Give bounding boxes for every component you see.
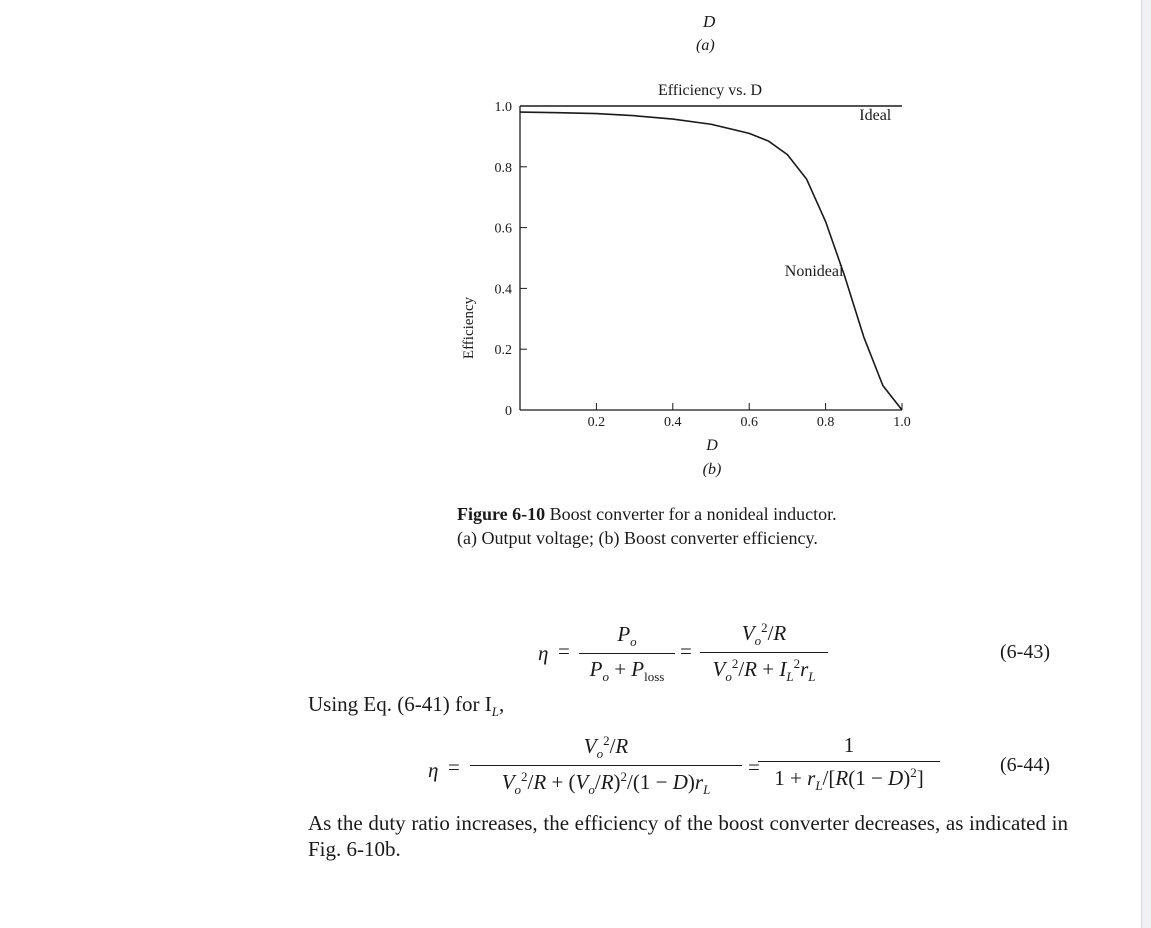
series-nonideal-line <box>520 112 902 410</box>
chart-axes <box>520 106 902 410</box>
figure-a-xlabel: D <box>703 12 716 31</box>
efficiency-chart <box>440 70 960 480</box>
x-axis-label: D <box>706 437 718 454</box>
caption-line1: Boost converter for a nonideal inductor. <box>549 504 837 524</box>
chart-title: Efficiency vs. D <box>657 82 763 99</box>
y-tick-label: 0 <box>505 404 512 419</box>
y-tick-label: 0.4 <box>494 282 512 298</box>
x-tick-label: 0.8 <box>816 415 835 430</box>
caption-line2: (a) Output voltage; (b) Boost converter efficiency. <box>457 528 818 548</box>
chart-ticks <box>495 100 911 430</box>
series-nonideal-label: Nonideal <box>784 263 844 281</box>
y-axis-label: Efficiency <box>461 296 477 360</box>
x-tick-label: 1.0 <box>893 415 911 430</box>
x-tick-label: 0.2 <box>587 415 606 430</box>
chart-series <box>520 106 902 410</box>
intro-text: Using Eq. (6-41) for $I_L$, <box>308 692 505 720</box>
equation-6-44-number: (6-44) <box>1000 754 1050 776</box>
x-tick-label: 0.6 <box>740 415 758 430</box>
document-page: D (a) Efficiency vs. D Efficiency D (b) 0 0.2 0.4 0.6 0.8 1.0 0.2 0.4 0.6 0.8 1.0 Ideal Nonideal Figure 6-10 Boost converter for a nonideal inductor. (a) Output voltage; (b) Boost converter efficiency. η = $P_o$ $P_o + P_{loss}$ = $V_o^2/R$ $V_o^2/R + I_L^2r_L$ (6-43) Using Eq. (6-41) for $I_L$, η = $V_o^2/R$ $V_o^2/R + (V_o/R)^2/(1 - D)r_L$ = 1 $1 + r_L/[R(1 - D)^2]$ (6-44) As the duty ratio increases, the efficiency of the boost converter decreases, as indicated in Fig. 6-10b. <box>0 0 1142 928</box>
equation-6-43-number: (6-43) <box>1000 641 1050 663</box>
chart-sublabel: (b) <box>702 461 722 478</box>
y-tick-label: 1.0 <box>494 100 512 115</box>
chart-series-labels <box>785 107 892 280</box>
y-tick-label: 0.8 <box>494 160 512 176</box>
y-tick-label: 0.6 <box>494 221 512 237</box>
figure-a-sublabel: (a) <box>696 37 715 54</box>
body-paragraph: As the duty ratio increases, the efficiency of the boost converter decreases, as indicated in Fig. 6-10b. <box>308 811 1068 861</box>
caption-label: Figure 6-10 <box>457 504 546 524</box>
figure-caption <box>457 502 837 550</box>
series-ideal-label: Ideal <box>859 107 892 125</box>
y-tick-label: 0.2 <box>494 343 512 359</box>
x-tick-label: 0.4 <box>664 415 682 430</box>
